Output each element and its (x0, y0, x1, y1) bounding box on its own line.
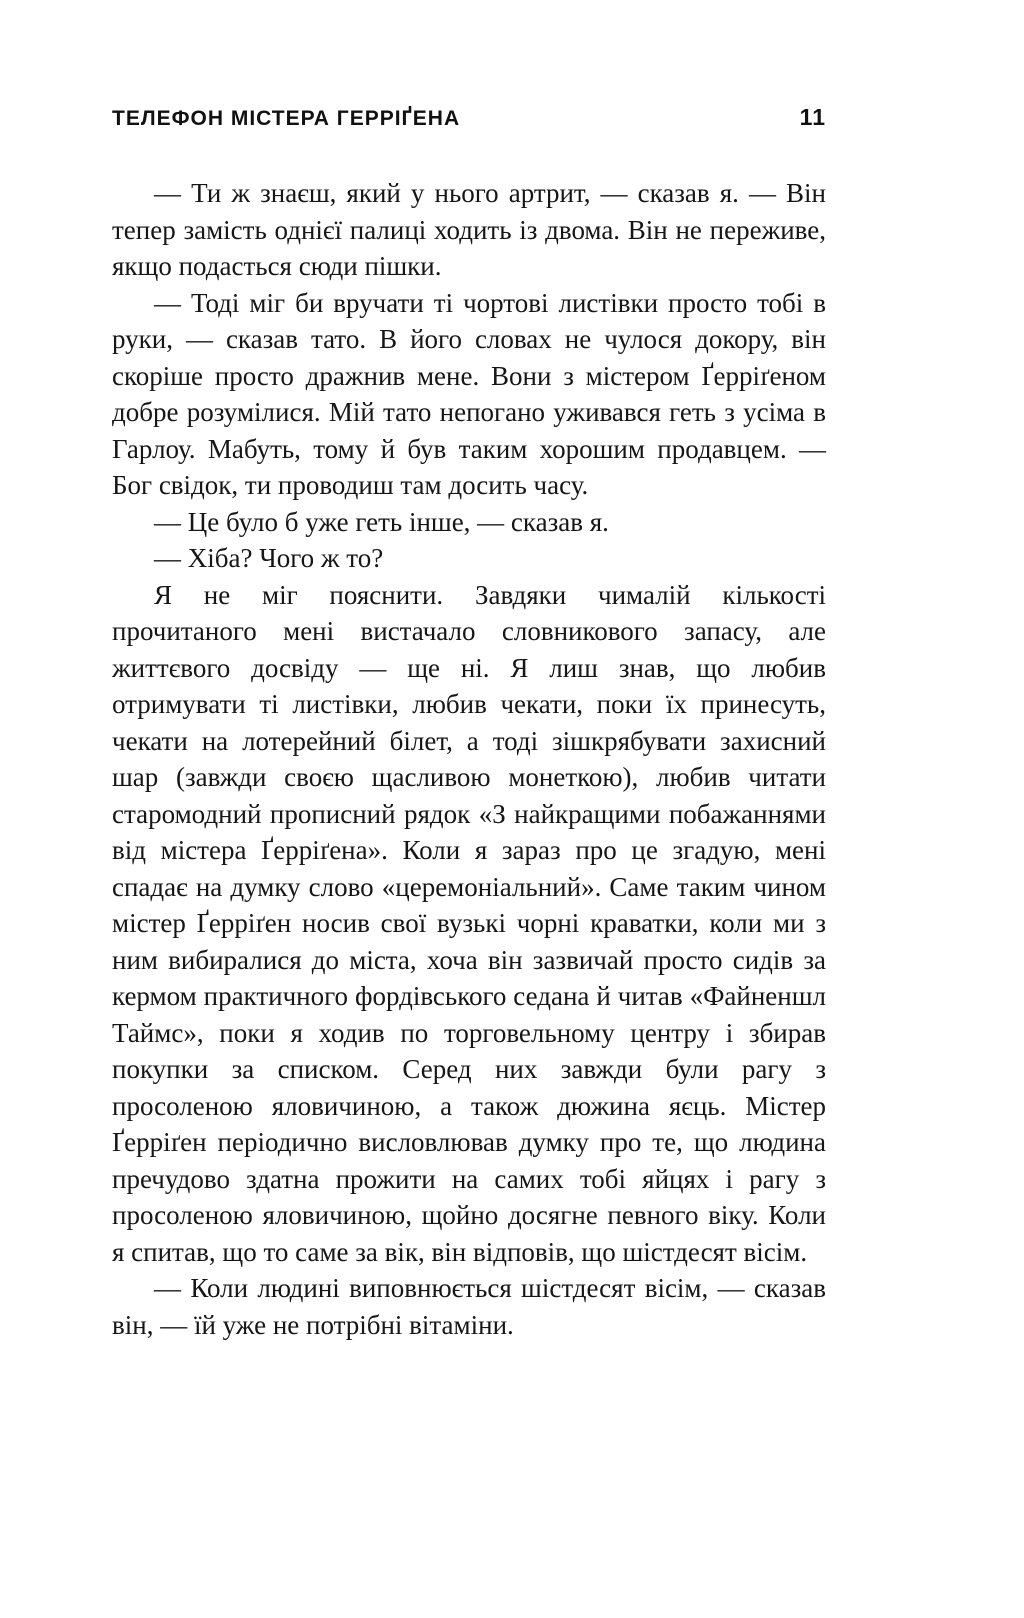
paragraph: — Хіба? Чого ж то? (154, 543, 384, 573)
paragraph: — Це було б уже геть інше, — сказав я. (154, 506, 609, 537)
paragraph: — Тоді міг би вручати ті чортові листівки просто тобі в руки, — сказав тато. В його словах не чулося докору, він скоріше просто дражнив мене. Вони з містером Ґерріґеном добре розумілися. Мій тато непогано уживався геть з усіма в Гарлоу. Мабуть, тому й був таким хорошим продавцем. — Бог свідок, ти проводиш там досить часу. (112, 287, 826, 500)
paragraph: — Ти ж знаєш, який у нього артрит, — сказав я. — Він тепер замість однієї палиці ходить із двома. Він не переживе, якщо подасться сюди пішки. (112, 178, 826, 281)
paragraph: Я не міг пояснити. Завдяки чималій кількості прочитаного мені вистачало словникового запасу, але життєвого досвіду — ще ні. Я лиш знав, що любив отримувати ті листівки, любив чекати, поки їх принесуть, чекати на лотерейний білет, а тоді зішкрябувати захисний шар (завжди своєю щасливою монеткою), любив читати старомодний прописний рядок «З найкращими побажаннями від містера Ґерріґена». Коли я зараз про це згадую, мені спадає на думку слово «церемоніальний». Саме таким чином містер Ґерріґен носив свої вузькі чорні краватки, коли ми з ним вибиралися до міста, хоча він зазвичай просто сидів за кермом практичного фордівського седана й читав «Файненшл Таймс», поки я ходив по торговельному центру і збирав покупки за списком. Серед них завжди були рагу з просоленою яловичиною, а також дюжина яєць. Містер Ґерріґен періодично висловлював думку про те, що людина пречудово здатна прожити на самих тобі яйцях і рагу з просоленою яловичиною, щойно досягне певного віку. Коли я спитав, що то саме за вік, він відповів, що шістдесят вісім. (112, 579, 826, 1267)
paragraph: — Коли людині виповнюється шістдесят вісім, — сказав він, — їй уже не потрібні вітаміни. (112, 1273, 826, 1340)
running-title: ТЕЛЕФОН МІСТЕРА ГЕРРІҐЕНА (112, 107, 461, 130)
page-content (112, 104, 826, 1343)
page-header (112, 104, 826, 131)
body-text (112, 175, 826, 1343)
page-number: 11 (799, 104, 826, 130)
